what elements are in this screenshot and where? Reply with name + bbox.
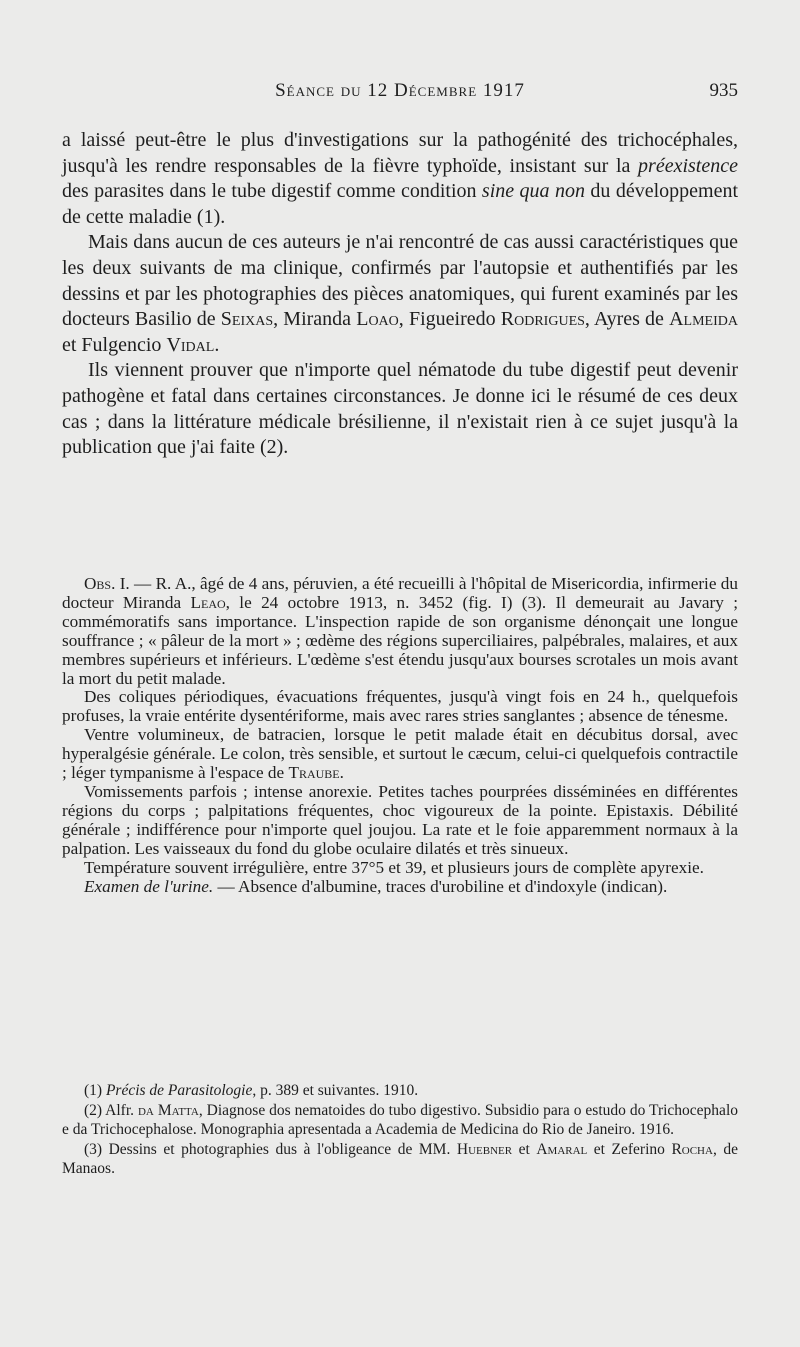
- observation-paragraph-6: Examen de l'urine. — Absence d'albumine, traces d'urobiline et d'indoxyle (indican).: [84, 876, 668, 896]
- author-name: Vidal: [166, 333, 215, 356]
- author-name: Loao: [356, 308, 399, 331]
- author-name: Seixas: [220, 308, 274, 331]
- observation-paragraph-4: Vomissements parfois ; intense anorexie. Petites taches pourprées disséminées en différentes régions du corps ; palpitations fréquentes, choc vigoureux de la pointe. Epistaxis. Débilité générale ; indifférence pour n'importe quel joujou. La rate et le foie apparemment normaux à la palpation. Les vaisseaux du fond du globe oculaire dilatés et très sinueux.: [62, 781, 738, 858]
- observation-paragraph-3: Ventre volumineux, de batracien, lorsque le petit malade était en décubitus dorsal, avec hyperalgésie générale. Le colon, très sensible, et surtout le cæcum, celui-ci quelquefois contractile ; léger tympanisme à l'espace de Traube.: [62, 725, 738, 783]
- paragraph-1: a laissé peut-être le plus d'investigations sur la pathogénité des trichocéphales, jusqu'à les rendre responsables de la fièvre typhoïde, insistant sur la préexistence des parasites dans le tube digestif comme condition sine qua non du développement de cette maladie (1).: [62, 129, 739, 228]
- footnotes: [62, 1081, 738, 1179]
- footnote-2: (2) Alfr. da Matta, Diagnose dos nematoides do tubo digestivo. Subsidio para o estudo do Trichocephalo e da Trichocephalose. Monographia apresentada a Academia de Medicina do Rio de Janeiro. 1916.: [62, 1102, 738, 1138]
- author-name: Huebner: [456, 1141, 513, 1158]
- paragraph-3: Ils viennent prouver que n'importe quel nématode du tube digestif peut devenir pathogène et fatal dans certaines circonstances. Je donne ici le résumé de ces deux cas ; dans la littérature médicale brésilienne, il n'existait rien à ce sujet jusqu'à la publication que j'ai faite (2).: [62, 359, 738, 459]
- italic-term: sine qua non: [481, 180, 585, 203]
- italic-term: préexistence: [638, 154, 738, 177]
- page-header: [62, 80, 738, 110]
- footnote-1: (1) Précis de Parasitologie, p. 389 et suivantes. 1910.: [84, 1082, 419, 1099]
- author-name: Amaral: [536, 1141, 588, 1158]
- observation-label: Obs. I.: [84, 574, 130, 593]
- italic-heading: Examen de l'urine.: [84, 876, 214, 896]
- italic-title: Précis de Parasitologie: [105, 1082, 253, 1099]
- observation-block: [62, 575, 738, 896]
- author-name: Rodrigues: [500, 308, 585, 331]
- paragraph-2: Mais dans aucun de ces auteurs je n'ai rencontré de cas aussi caractéristiques que les deux suivants de ma clinique, confirmés par l'autopsie et authentifiés par les dessins et par les photographies des pièces anatomiques, qui furent examinés par les docteurs Basilio de Seixas, Miranda Loao, Figueiredo Rodrigues, Ayres de Almeida et Fulgencio Vidal.: [62, 231, 738, 356]
- author-name: da Matta: [137, 1102, 199, 1119]
- page-number: 935: [709, 80, 738, 101]
- running-title: Séance du 12 Décembre 1917: [275, 80, 525, 101]
- footnote-3: (3) Dessins et photographies dus à l'obligeance de MM. Huebner et Amaral et Zeferino Rocha, de Manaos.: [62, 1141, 738, 1177]
- observation-paragraph-5: Température souvent irrégulière, entre 37°5 et 39, et plusieurs jours de complète apyrexie.: [84, 857, 704, 877]
- main-text: [62, 128, 738, 461]
- author-name: Rocha: [671, 1141, 713, 1158]
- author-name: Almeida: [669, 308, 738, 331]
- observation-paragraph-2: Des coliques périodiques, évacuations fréquentes, jusqu'à vingt fois en 24 h., quelquefois profuses, la vraie entérite dysentériforme, mais avec rares stries sanglantes ; absence de ténesme.: [62, 687, 738, 726]
- observation-paragraph-1: Obs. I. — R. A., âgé de 4 ans, péruvien, a été recueilli à l'hôpital de Misericordia, infirmerie du docteur Miranda Leao, le 24 octobre 1913, n. 3452 (fig. I) (3). Il demeurait au Javary ; commémoratifs sans importance. L'inspection rapide de son organisme dénonçait une longue souffrance ; « pâleur de la mort » ; œdème des régions superciliaires, palpébrales, malaires, et aux membres supérieurs et inférieurs. L'œdème s'est étendu jusqu'aux bourses scrotales un mois avant la mort du petit malade.: [62, 574, 738, 688]
- author-name: Leao: [190, 592, 226, 612]
- author-name: Traube: [288, 763, 340, 783]
